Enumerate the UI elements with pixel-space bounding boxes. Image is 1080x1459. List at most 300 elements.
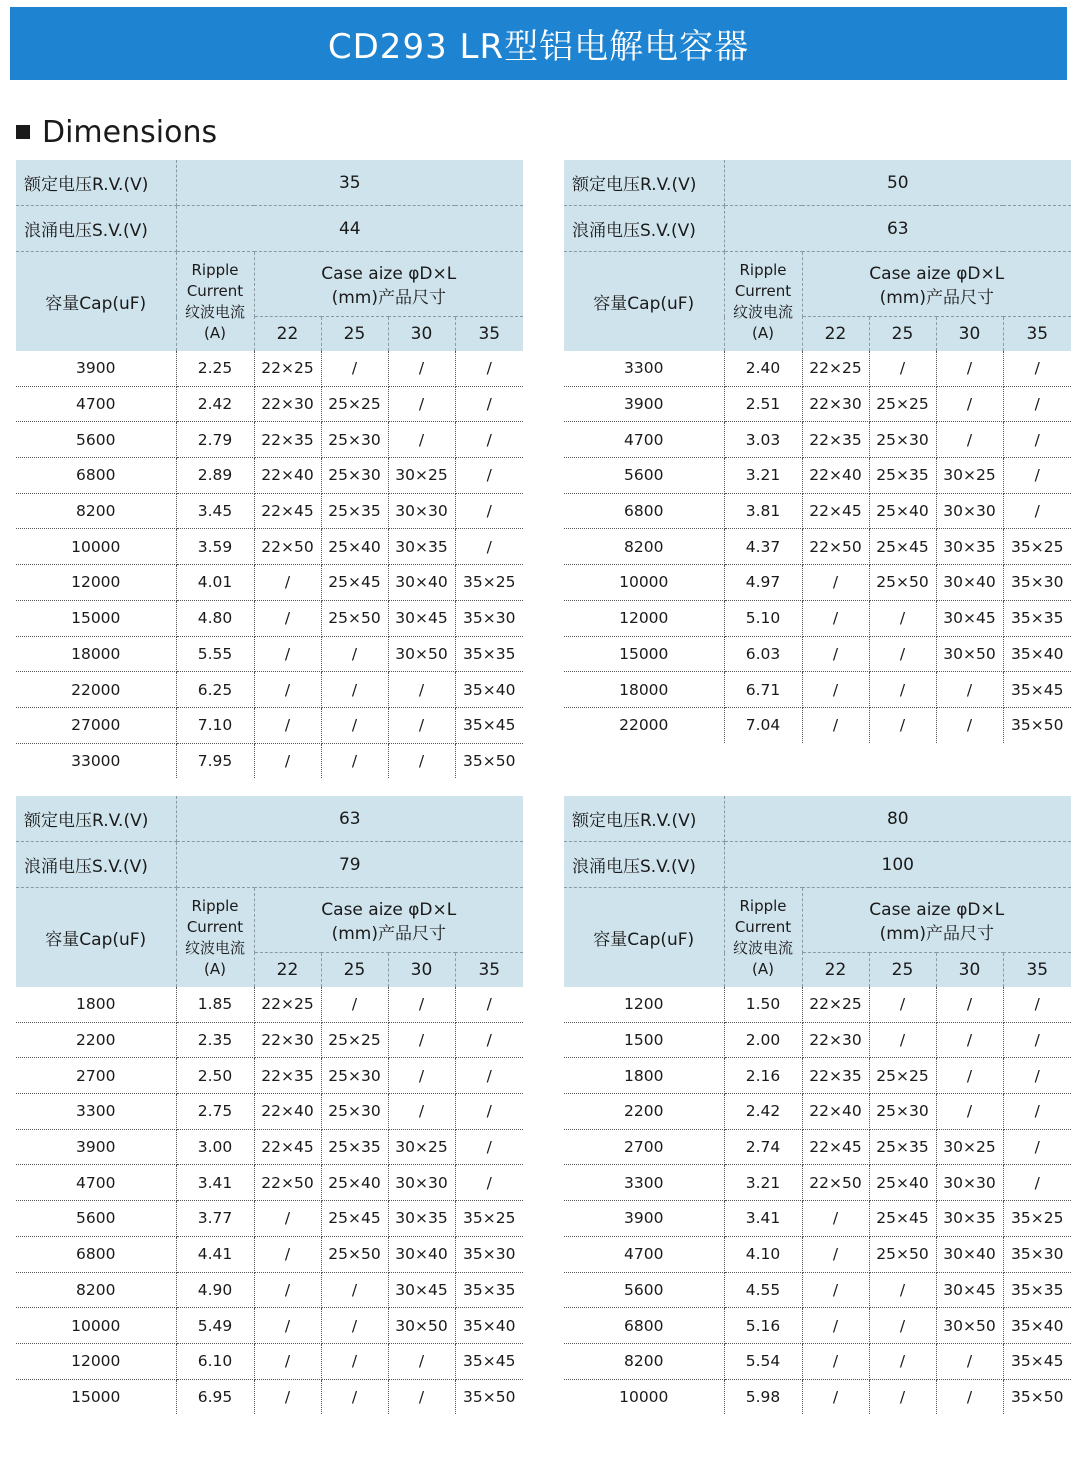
table-row	[16, 1058, 523, 1094]
case-size-value: /	[254, 1379, 321, 1414]
case-size-value: 30×25	[388, 1129, 455, 1165]
ripple-value: 2.50	[176, 1058, 254, 1094]
cap-value: 3900	[16, 351, 176, 386]
cap-value: 5600	[16, 1201, 176, 1237]
ripple-value: 3.81	[724, 493, 802, 529]
case-size-value: /	[1003, 1058, 1071, 1094]
ripple-value: 4.37	[724, 529, 802, 565]
table-row	[16, 1201, 523, 1237]
ripple-header-line: (A)	[752, 959, 774, 978]
sv-value: 44	[176, 206, 523, 252]
table-row	[564, 1165, 1071, 1201]
case-size-value: 25×30	[321, 1058, 388, 1094]
diameter-header: 22	[802, 953, 869, 988]
case-size-value: 35×40	[1003, 1308, 1071, 1344]
diameter-header: 30	[936, 953, 1003, 988]
case-size-value: 30×30	[936, 493, 1003, 529]
diameter-header: 25	[321, 953, 388, 988]
ripple-header	[724, 888, 802, 988]
table-row	[16, 1165, 523, 1201]
case-size-value: 35×50	[1011, 1387, 1064, 1406]
case-size-value: 35×50	[463, 751, 516, 770]
ripple-value: 2.75	[176, 1094, 254, 1130]
ripple-value: 6.10	[176, 1343, 254, 1379]
diameter-header: 35	[1003, 953, 1071, 988]
case-size-value: /	[936, 1094, 1003, 1130]
table-row	[16, 600, 523, 636]
case-size-value: 22×40	[254, 1094, 321, 1130]
case-size-value: /	[254, 1236, 321, 1272]
case-size-value: /	[321, 351, 388, 386]
case-size-value: 35×25	[455, 565, 523, 601]
table-row	[16, 1094, 523, 1130]
cap-value: 5600	[16, 422, 176, 458]
case-size-value: 35×30	[1003, 1236, 1071, 1272]
table-row	[564, 493, 1071, 529]
case-size-value: 22×35	[802, 1058, 869, 1094]
case-size-value: 25×40	[869, 493, 936, 529]
case-size-value: /	[388, 1343, 455, 1379]
table-row	[564, 672, 1071, 708]
case-size-value: /	[254, 1272, 321, 1308]
case-size-value: /	[936, 1022, 1003, 1058]
cap-value: 22000	[564, 707, 724, 742]
case-size-header-line: (mm)产品尺寸	[331, 288, 446, 308]
ripple-value: 4.97	[724, 565, 802, 601]
case-size-value: 35×45	[1003, 1343, 1071, 1379]
table-row	[564, 1272, 1071, 1308]
cap-header: 容量Cap(uF)	[16, 252, 176, 352]
case-size-value: /	[455, 1022, 523, 1058]
ripple-value: 6.03	[724, 636, 802, 672]
case-size-value: 30×40	[936, 1236, 1003, 1272]
ripple-header-line: Current	[734, 917, 792, 936]
case-size-value: /	[321, 707, 388, 743]
ripple-header-line: Ripple	[191, 896, 239, 915]
case-size-value: /	[936, 707, 1003, 742]
case-size-value: 25×30	[321, 422, 388, 458]
case-size-value: /	[936, 987, 1003, 1022]
table-row	[564, 1129, 1071, 1165]
case-size-value: 30×50	[388, 636, 455, 672]
case-size-value: /	[321, 1343, 388, 1379]
case-size-value: /	[802, 636, 869, 672]
case-size-header-line: Case aize φD×L	[869, 900, 1005, 920]
case-size-value: 25×25	[869, 1058, 936, 1094]
cap-value: 4700	[16, 386, 176, 422]
case-size-value: /	[802, 1201, 869, 1237]
case-size-value: 30×45	[388, 600, 455, 636]
case-size-value: 25×50	[869, 1236, 936, 1272]
table-row	[564, 636, 1071, 672]
case-size-value: /	[1003, 987, 1071, 1022]
case-size-value: 22×30	[254, 386, 321, 422]
ripple-value: 5.98	[724, 1379, 802, 1414]
case-size-value: /	[936, 1058, 1003, 1094]
case-size-value: /	[321, 636, 388, 672]
ripple-value: 2.40	[724, 351, 802, 386]
case-size-value: 25×45	[869, 1201, 936, 1237]
case-size-value: 30×35	[936, 1201, 1003, 1237]
ripple-header	[176, 252, 254, 352]
spec-table-80v	[564, 796, 1071, 1414]
cap-value: 10000	[564, 1379, 724, 1414]
case-size-value: /	[254, 707, 321, 743]
cap-value: 10000	[16, 1308, 176, 1344]
table-row	[16, 1272, 523, 1308]
table-row	[16, 458, 523, 494]
case-size-value: 25×35	[869, 1129, 936, 1165]
case-size-value: 35×25	[1003, 529, 1071, 565]
diameter-header: 30	[388, 317, 455, 352]
ripple-value: 2.79	[176, 422, 254, 458]
ripple-value: 2.89	[176, 458, 254, 494]
case-size-value: 22×50	[802, 1165, 869, 1201]
rv-value: 63	[176, 796, 523, 842]
case-size-value: /	[802, 707, 869, 742]
case-size-value: /	[254, 636, 321, 672]
case-size-value: /	[388, 1058, 455, 1094]
rv-value: 35	[176, 160, 523, 206]
case-size-value: 25×35	[321, 1129, 388, 1165]
case-size-value: 35×30	[1003, 565, 1071, 601]
ripple-value: 3.41	[176, 1165, 254, 1201]
square-bullet-icon	[16, 125, 30, 139]
case-size-value: 25×40	[321, 529, 388, 565]
cap-value: 33000	[16, 743, 176, 778]
diameter-header: 25	[869, 953, 936, 988]
cap-value: 6800	[16, 458, 176, 494]
case-size-value: /	[455, 422, 523, 458]
case-size-value: 30×30	[936, 1165, 1003, 1201]
case-size-value: /	[936, 386, 1003, 422]
case-size-value: 25×30	[869, 1094, 936, 1130]
case-size-value: /	[455, 351, 523, 386]
case-size-value: 35×50	[1011, 716, 1064, 735]
ripple-value: 3.59	[176, 529, 254, 565]
table-row	[564, 422, 1071, 458]
case-size-value: 22×45	[802, 1129, 869, 1165]
ripple-value: 2.74	[724, 1129, 802, 1165]
ripple-value: 3.45	[176, 493, 254, 529]
case-size-value: /	[1003, 1129, 1071, 1165]
sv-value: 100	[724, 842, 1071, 888]
cap-value: 10000	[16, 529, 176, 565]
case-size-value: /	[936, 351, 1003, 386]
case-size-value: /	[455, 493, 523, 529]
case-size-value: /	[869, 1343, 936, 1379]
ripple-value: 2.16	[724, 1058, 802, 1094]
table-row	[564, 351, 1071, 386]
case-size-value: /	[802, 1343, 869, 1379]
table-row	[16, 636, 523, 672]
rv-value: 50	[724, 160, 1071, 206]
diameter-header: 35	[455, 953, 523, 988]
case-size-value: /	[869, 707, 936, 742]
table-row	[16, 351, 523, 386]
case-size-value: 35×35	[1003, 600, 1071, 636]
case-size-value: 25×45	[321, 1201, 388, 1237]
diameter-header: 35	[1003, 317, 1071, 352]
table-row	[16, 493, 523, 529]
table-row	[16, 987, 523, 1022]
case-size-value: /	[936, 1343, 1003, 1379]
ripple-header-line: Current	[186, 281, 244, 300]
case-size-value: /	[388, 1379, 455, 1414]
cap-value: 6800	[564, 1308, 724, 1344]
cap-header: 容量Cap(uF)	[564, 888, 724, 988]
cap-value: 1800	[564, 1058, 724, 1094]
ripple-header-line: (A)	[204, 323, 226, 342]
case-size-header-line: Case aize φD×L	[321, 900, 457, 920]
case-size-value: /	[1003, 351, 1071, 386]
diameter-header: 35	[455, 317, 523, 352]
cap-value: 2700	[564, 1129, 724, 1165]
ripple-value: 4.90	[176, 1272, 254, 1308]
cap-value: 1800	[16, 987, 176, 1022]
case-size-value: 30×40	[936, 565, 1003, 601]
ripple-header-line: (A)	[204, 959, 226, 978]
case-size-value: 22×35	[254, 1058, 321, 1094]
case-size-value: 25×40	[321, 1165, 388, 1201]
cap-value: 6800	[564, 493, 724, 529]
case-size-header	[254, 888, 523, 953]
rv-label: 额定电压R.V.(V)	[564, 160, 724, 206]
cap-value: 2700	[16, 1058, 176, 1094]
case-size-value: 22×30	[802, 1022, 869, 1058]
case-size-value: 35×25	[455, 1201, 523, 1237]
cap-value: 18000	[16, 636, 176, 672]
case-size-value: 22×40	[802, 1094, 869, 1130]
case-size-value: /	[254, 600, 321, 636]
ripple-value: 3.21	[724, 1165, 802, 1201]
case-size-value: 35×40	[1003, 636, 1071, 672]
case-size-value: /	[388, 422, 455, 458]
case-size-value: 35×45	[455, 1343, 523, 1379]
table-row	[16, 422, 523, 458]
diameter-header: 22	[802, 317, 869, 352]
cap-value: 5600	[564, 458, 724, 494]
case-size-value: 25×30	[321, 458, 388, 494]
case-size-value: 25×50	[321, 1236, 388, 1272]
case-size-value: 30×35	[936, 529, 1003, 565]
ripple-value: 1.50	[724, 987, 802, 1022]
sv-value: 63	[724, 206, 1071, 252]
case-size-value: 35×35	[1003, 1272, 1071, 1308]
case-size-value: /	[321, 1272, 388, 1308]
cap-value: 4700	[564, 422, 724, 458]
case-size-value: /	[254, 1201, 321, 1237]
case-size-value: /	[388, 707, 455, 743]
case-size-value: /	[869, 1272, 936, 1308]
rv-label: 额定电压R.V.(V)	[16, 796, 176, 842]
ripple-value: 5.49	[176, 1308, 254, 1344]
table-row	[16, 565, 523, 601]
cap-value: 1500	[564, 1022, 724, 1058]
table-row	[564, 1201, 1071, 1237]
case-size-value: 30×25	[936, 1129, 1003, 1165]
case-size-value: 35×30	[455, 600, 523, 636]
case-size-header	[802, 252, 1071, 317]
case-size-header	[254, 252, 523, 317]
case-size-header-line: Case aize φD×L	[869, 264, 1005, 284]
case-size-value: /	[802, 1236, 869, 1272]
case-size-value: /	[254, 565, 321, 601]
cap-value: 3300	[564, 1165, 724, 1201]
case-size-header-line: Case aize φD×L	[321, 264, 457, 284]
diameter-header: 30	[936, 317, 1003, 352]
case-size-value: /	[802, 1308, 869, 1344]
ripple-value: 3.21	[724, 458, 802, 494]
cap-value: 2200	[16, 1022, 176, 1058]
cap-value: 6800	[16, 1236, 176, 1272]
case-size-value: 30×30	[388, 493, 455, 529]
cap-value: 18000	[564, 672, 724, 708]
case-size-value: 35×35	[455, 1272, 523, 1308]
case-size-value: 30×30	[388, 1165, 455, 1201]
case-size-header-line: (mm)产品尺寸	[879, 288, 994, 308]
case-size-value: /	[455, 386, 523, 422]
ripple-value: 7.10	[176, 707, 254, 743]
ripple-value: 3.03	[724, 422, 802, 458]
cap-header: 容量Cap(uF)	[16, 888, 176, 988]
case-size-header-line: (mm)产品尺寸	[879, 924, 994, 944]
case-size-value: 30×50	[388, 1308, 455, 1344]
case-size-value: 22×45	[802, 493, 869, 529]
cap-value: 4700	[16, 1165, 176, 1201]
ripple-header-line: 纹波电流	[184, 302, 245, 321]
ripple-value: 3.77	[176, 1201, 254, 1237]
case-size-value: 30×40	[388, 565, 455, 601]
cap-value: 8200	[564, 1343, 724, 1379]
sv-label: 浪涌电压S.V.(V)	[564, 842, 724, 888]
case-size-value: 25×35	[321, 493, 388, 529]
ripple-header-line: Ripple	[739, 260, 787, 279]
case-size-value: /	[1003, 422, 1071, 458]
case-size-value: /	[1003, 1165, 1071, 1201]
table-row	[16, 1308, 523, 1344]
case-size-value: /	[254, 1343, 321, 1379]
case-size-value: 22×30	[254, 1022, 321, 1058]
table-row	[16, 1343, 523, 1379]
case-size-value: 30×45	[936, 600, 1003, 636]
table-row	[564, 1022, 1071, 1058]
ripple-value: 2.51	[724, 386, 802, 422]
case-size-value: 35×50	[463, 1387, 516, 1406]
case-size-value: /	[254, 743, 321, 778]
case-size-value: /	[321, 987, 388, 1022]
case-size-value: /	[869, 600, 936, 636]
case-size-value: /	[1003, 386, 1071, 422]
case-size-value: /	[1003, 493, 1071, 529]
case-size-value: /	[455, 1129, 523, 1165]
case-size-value: /	[1003, 1022, 1071, 1058]
case-size-value: 30×45	[936, 1272, 1003, 1308]
case-size-header-line: (mm)产品尺寸	[331, 924, 446, 944]
diameter-header: 25	[869, 317, 936, 352]
ripple-value: 4.55	[724, 1272, 802, 1308]
case-size-value: 30×25	[388, 458, 455, 494]
case-size-value: /	[254, 672, 321, 708]
case-size-value: 25×25	[869, 386, 936, 422]
case-size-value: 35×40	[455, 672, 523, 708]
diameter-header: 30	[388, 953, 455, 988]
table-row	[16, 672, 523, 708]
case-size-value: 22×40	[802, 458, 869, 494]
case-size-value: /	[1003, 458, 1071, 494]
cap-value: 15000	[564, 636, 724, 672]
table-row	[564, 565, 1071, 601]
case-size-value: 22×25	[254, 987, 321, 1022]
case-size-value: 25×30	[869, 422, 936, 458]
case-size-value: 35×30	[455, 1236, 523, 1272]
ripple-value: 6.95	[176, 1379, 254, 1414]
table-row	[564, 1379, 1071, 1414]
case-size-value: 22×45	[254, 493, 321, 529]
case-size-value: /	[321, 1308, 388, 1344]
ripple-header-line: Current	[734, 281, 792, 300]
case-size-value: /	[388, 987, 455, 1022]
case-size-value: 22×30	[802, 386, 869, 422]
case-size-value: /	[869, 987, 936, 1022]
cap-value: 3900	[16, 1129, 176, 1165]
case-size-value: /	[802, 1379, 869, 1414]
cap-value: 3900	[564, 1201, 724, 1237]
title-banner	[10, 7, 1067, 80]
case-size-value: 25×25	[321, 1022, 388, 1058]
table-row	[564, 529, 1071, 565]
cap-value: 8200	[564, 529, 724, 565]
ripple-value: 7.95	[176, 743, 254, 778]
case-size-value: /	[455, 1058, 523, 1094]
case-size-value: /	[802, 600, 869, 636]
cap-value: 3900	[564, 386, 724, 422]
case-size-value: 30×50	[936, 1308, 1003, 1344]
spec-table-50v	[564, 160, 1071, 743]
cap-value: 1200	[564, 987, 724, 1022]
case-size-value: 22×25	[802, 351, 869, 386]
ripple-value: 3.00	[176, 1129, 254, 1165]
case-size-value: 30×50	[936, 636, 1003, 672]
table-row	[16, 1379, 523, 1414]
case-size-value: /	[321, 672, 388, 708]
table-row	[564, 1236, 1071, 1272]
ripple-header-line: Current	[186, 917, 244, 936]
section-heading	[16, 111, 217, 153]
case-size-value: /	[869, 1308, 936, 1344]
ripple-value: 4.10	[724, 1236, 802, 1272]
case-size-value: 25×50	[869, 565, 936, 601]
case-size-value: 35×40	[455, 1308, 523, 1344]
case-size-value: 22×50	[802, 529, 869, 565]
ripple-header-line: (A)	[752, 323, 774, 342]
page-title: CD293 LR型铝电解电容器	[327, 27, 750, 67]
table-row	[564, 1094, 1071, 1130]
ripple-value: 3.41	[724, 1201, 802, 1237]
ripple-value: 5.55	[176, 636, 254, 672]
ripple-header	[176, 888, 254, 988]
case-size-value: /	[388, 386, 455, 422]
table-row	[564, 707, 1071, 742]
cap-value: 4700	[564, 1236, 724, 1272]
table-row	[564, 1058, 1071, 1094]
case-size-value: 30×45	[388, 1272, 455, 1308]
case-size-value: /	[321, 743, 388, 778]
case-size-value: /	[936, 422, 1003, 458]
case-size-value: 25×50	[321, 600, 388, 636]
case-size-value: 22×50	[254, 1165, 321, 1201]
case-size-value: 25×25	[321, 386, 388, 422]
